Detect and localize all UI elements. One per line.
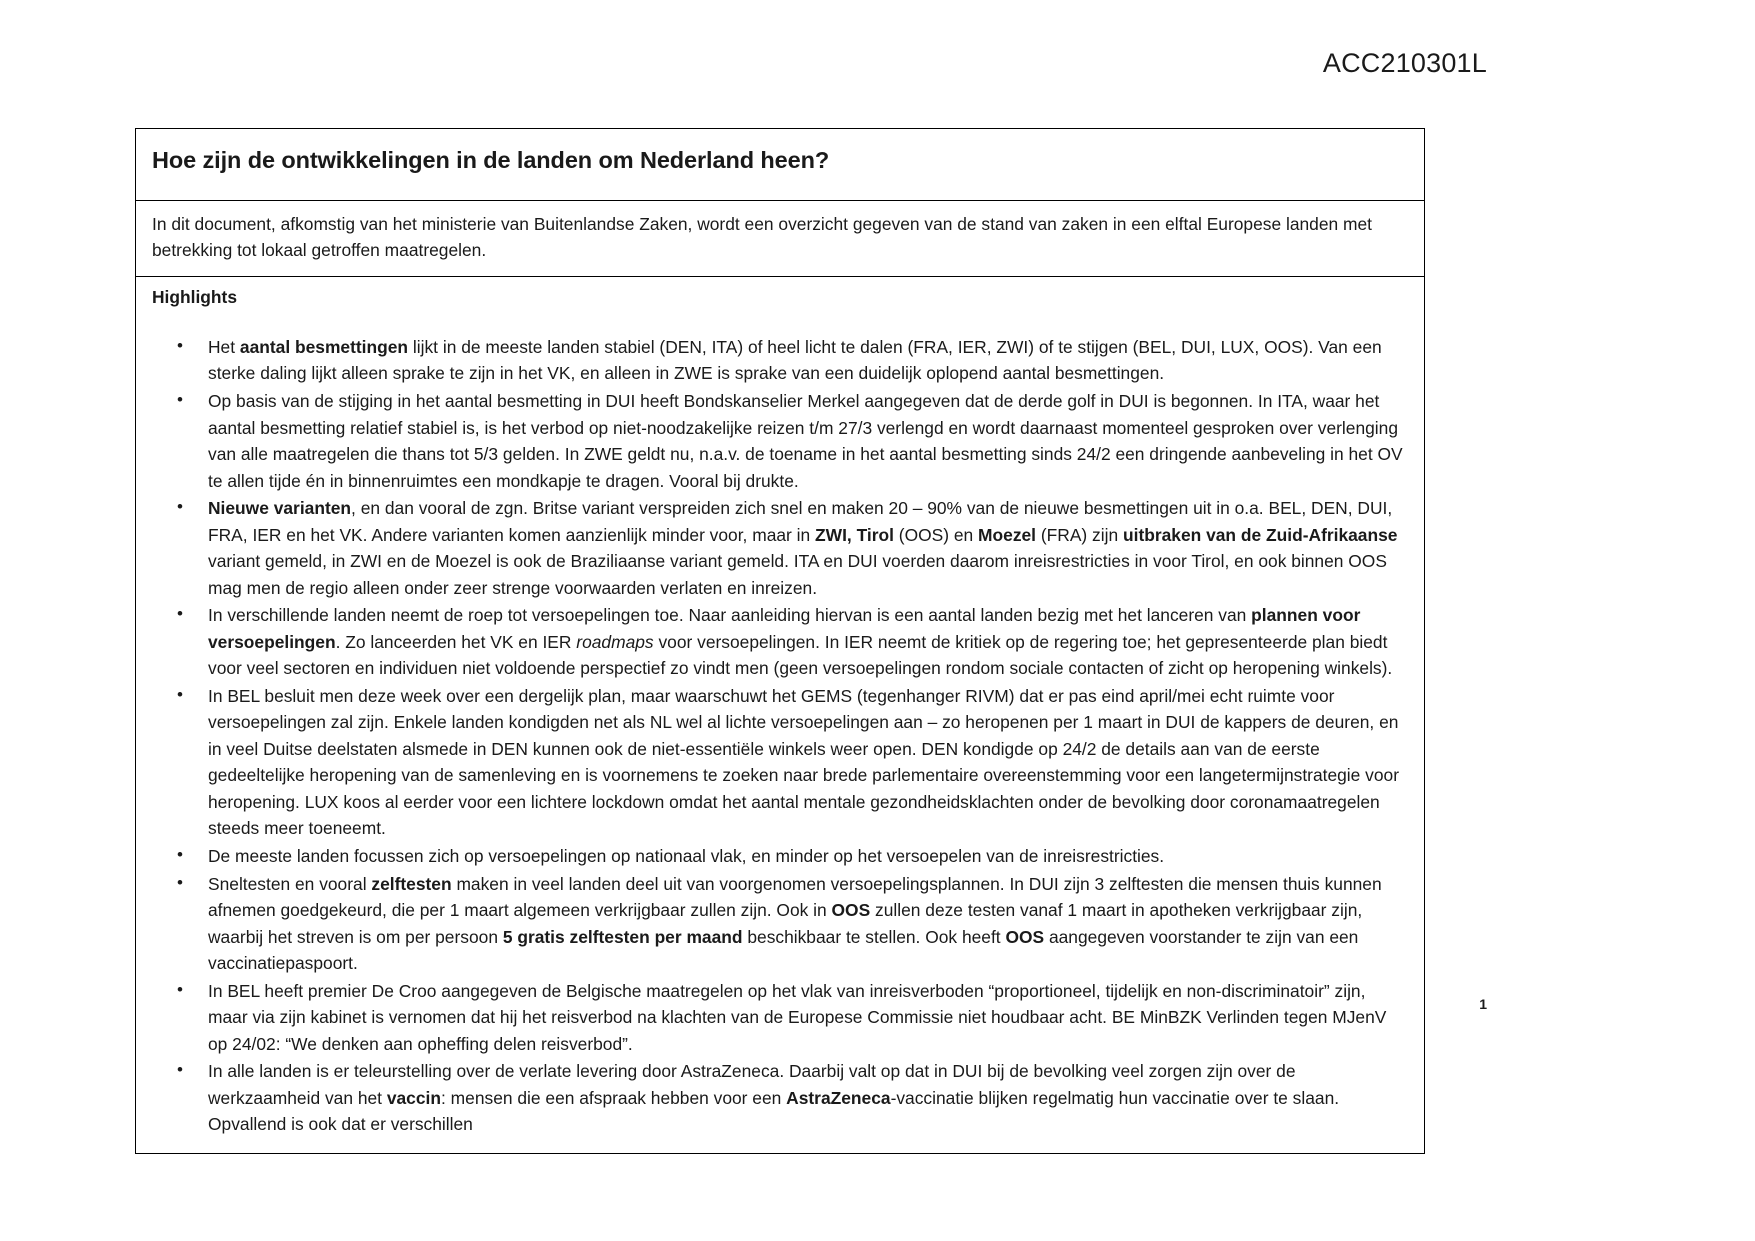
list-item: • Op basis van de stijging in het aantal besmetting in DUI heeft Bondskanselier Merkel aangegeven dat de derde golf in DUI is begonnen. In ITA, waar het aantal besmetting relatief stabiel is, is het verbod op niet-noodzakelijke reizen t/m 27/3 verlengd en wordt daarnaast momenteel gesproken over verlenging van alle maatregelen die thans tot 5/3 gelden. In ZWE geldt nu, n.a.v. de toename in het aantal besmetting sinds 24/2 een dringende aanbeveling in het OV te allen tijde én in binnenruimtes een mondkapje te dragen. Vooral bij drukte. [152,388,1408,494]
title-row [136,129,1424,201]
list-item: • Het aantal besmettingen lijkt in de meeste landen stabiel (DEN, ITA) of heel licht te dalen (FRA, IER, ZWI) of te stijgen (BEL, DUI, LUX, OOS). Van een sterke daling lijkt alleen sprake te zijn in het VK, en alleen in ZWE is sprake van een duidelijk oplopend aantal besmettingen. [152,334,1408,387]
list-item: • Nieuwe varianten, en dan vooral de zgn. Britse variant verspreiden zich snel en maken 20 – 90% van de nieuwe besmettingen uit in o.a. BEL, DEN, DUI, FRA, IER en het VK. Andere varianten komen aanzienlijk minder voor, maar in ZWI, Tirol (OOS) en Moezel (FRA) zijn uitbraken van de Zuid-Afrikaanse variant gemeld, in ZWI en de Moezel is ook de Braziliaanse variant gemeld. ITA en DUI voerden daarom inreisrestricties in voor Tirol, en ook binnen OOS mag men de regio alleen onder zeer strenge voorwaarden verlaten en inreizen. [152,495,1408,601]
list-item: • In BEL heeft premier De Croo aangegeven de Belgische maatregelen op het vlak van inreisverboden “proportioneel, tijdelijk en non-discriminatoir” zijn, maar via zijn kabinet is vernomen dat hij het reisverbod na klachten van de Europese Commissie niet houdbaar acht. BE MinBZK Verlinden tegen MJenV op 24/02: “We denken aan opheffing delen reisverbod”. [152,978,1408,1058]
highlights-bullet-list [152,334,1408,1138]
document-code-header: ACC210301L [1322,48,1487,78]
page-number: 1 [1479,996,1487,1012]
intro-row [136,201,1424,277]
list-item: • Sneltesten en vooral zelftesten maken in veel landen deel uit van voorgenomen versoepelingsplannen. In DUI zijn 3 zelftesten die mensen thuis kunnen afnemen goedgekeurd, die per 1 maart algemeen verkrijgbaar zullen zijn. Ook in OOS zullen deze testen vanaf 1 maart in apotheken verkrijgbaar zijn, waarbij het streven is om per persoon 5 gratis zelftesten per maand beschikbaar te stellen. Ook heeft OOS aangegeven voorstander te zijn van een vaccinatiepaspoort. [152,871,1408,977]
list-item: • In verschillende landen neemt de roep tot versoepelingen toe. Naar aanleiding hiervan is een aantal landen bezig met het lanceren van plannen voor versoepelingen. Zo lanceerden het VK en IER roadmaps voor versoepelingen. In IER neemt de kritiek op de regering toe; het gepresenteerde plan biedt voor veel sectoren en individuen niet voldoende perspectief zo vindt men (geen versoepelingen rondom sociale contacten of zicht op heropening winkels). [152,602,1408,682]
document-content-box [135,128,1425,1154]
list-item: • In BEL besluit men deze week over een dergelijk plan, maar waarschuwt het GEMS (tegenhanger RIVM) dat er pas eind april/mei echt ruimte voor versoepelingen zal zijn. Enkele landen kondigden net als NL wel al lichte versoepelingen aan – zo heropenen per 1 maart in DUI de kappers de deuren, en in veel Duitse deelstaten alsmede in DEN kunnen ook de niet-essentiële winkels weer open. DEN kondigde op 24/2 de details aan van de eerste gedeeltelijke heropening van de samenleving en is voornemens te zoeken naar brede parlementaire overeenstemming voor een langetermijnstrategie voor heropening. LUX koos al eerder voor een lichtere lockdown omdat het aantal mentale gezondheidsklachten onder de bevolking door coronamaatregelen steeds meer toeneemt. [152,683,1408,842]
list-item: • De meeste landen focussen zich op versoepelingen op nationaal vlak, en minder op het versoepelen van de inreisrestricties. [152,843,1408,870]
list-item: • In alle landen is er teleurstelling over de verlate levering door AstraZeneca. Daarbij valt op dat in DUI bij de bevolking veel zorgen zijn over de werkzaamheid van het vaccin: mensen die een afspraak hebben voor een AstraZeneca-vaccinatie blijken regelmatig hun vaccinatie over te slaan. Opvallend is ook dat er verschillen [152,1058,1408,1138]
page-title: Hoe zijn de ontwikkelingen in de landen om Nederland heen? [152,147,830,173]
highlights-row [136,277,1424,1153]
intro-paragraph: In dit document, afkomstig van het ministerie van Buitenlandse Zaken, wordt een overzicht gegeven van de stand van zaken in een elftal Europese landen met betrekking tot lokaal getroffen maatregelen. [152,214,1373,261]
highlights-heading: Highlights [152,286,238,307]
